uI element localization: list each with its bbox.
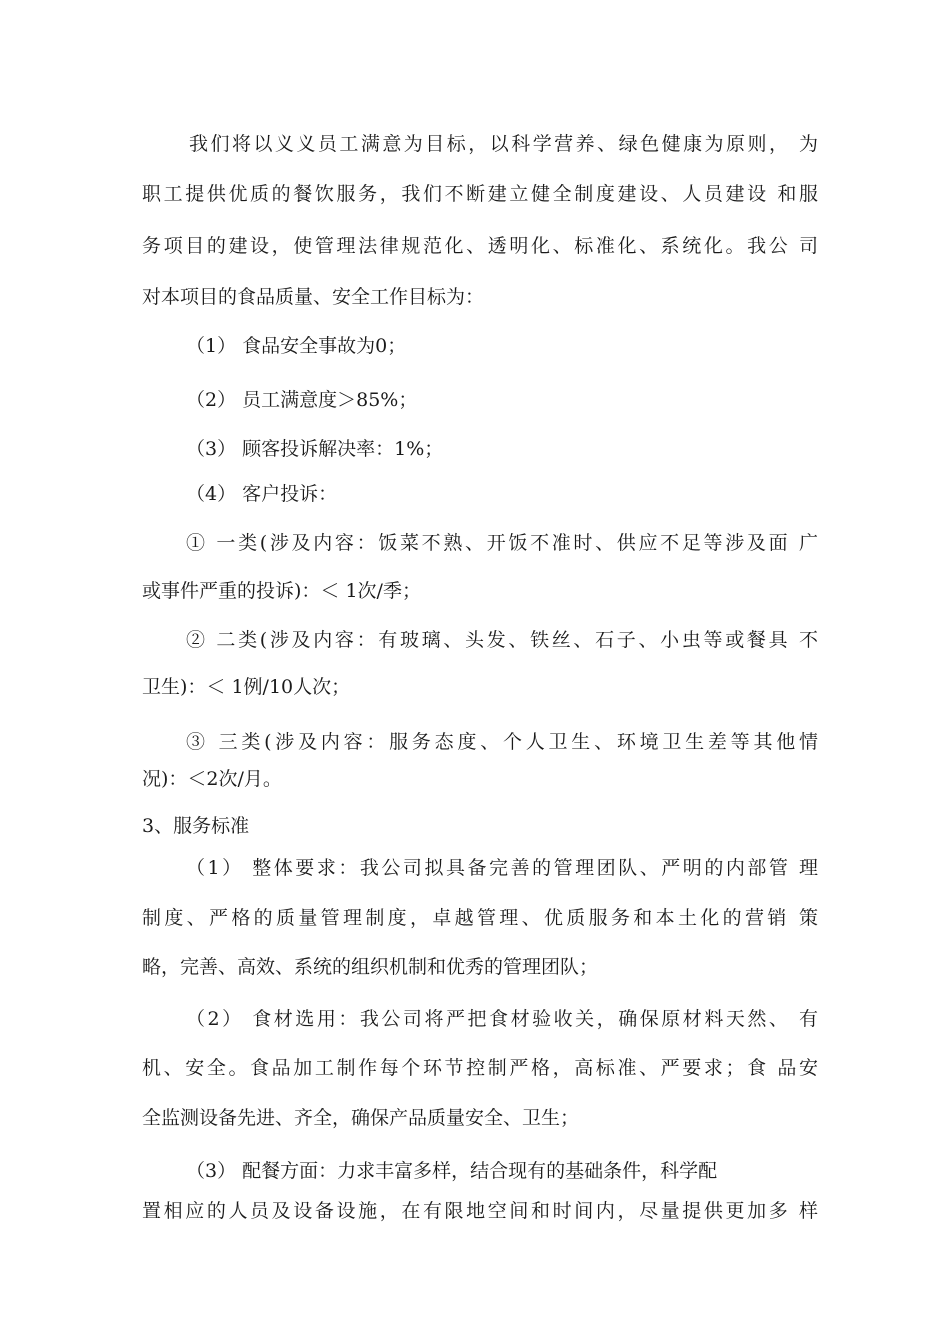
complaint-class-1-line-1: ① 一类(涉及内容：饭菜不熟、开饭不准时、供应不足等涉及面 广 <box>186 532 818 554</box>
intro-line-2: 职工提供优质的餐饮服务，我们不断建立健全制度建设、人员建设 和服 <box>142 183 818 205</box>
standard-3-line-1: （3） 配餐方面：力求丰富多样，结合现有的基础条件，科学配 <box>186 1160 718 1182</box>
standard-2-line-3: 全监测设备先进、齐全，确保产品质量安全、卫生； <box>142 1107 580 1129</box>
section-heading: 3、服务标准 <box>142 815 250 837</box>
complaint-class-2-line-1: ② 二类(涉及内容：有玻璃、头发、铁丝、石子、小虫等或餐具 不 <box>186 629 818 651</box>
intro-line-1: 我们将以义义员工满意为目标，以科学营养、绿色健康为原则， 为 <box>189 133 818 155</box>
standard-1-line-3: 略，完善、高效、系统的组织机制和优秀的管理团队； <box>142 956 599 978</box>
standard-3-line-2: 置相应的人员及设备设施，在有限地空间和时间内，尽量提供更加多 样 <box>142 1200 818 1222</box>
complaint-class-3-line-1: ③ 三类(涉及内容：服务态度、个人卫生、环境卫生差等其他情 <box>186 731 818 753</box>
complaint-class-2-line-2: 卫生)：＜ 1例/10人次； <box>142 676 351 698</box>
goal-item-3: （3） 顾客投诉解决率：1%； <box>186 438 444 460</box>
goal-item-1: （1） 食品安全事故为0； <box>186 335 407 357</box>
intro-line-3: 务项目的建设，使管理法律规范化、透明化、标准化、系统化。我公 司 <box>142 235 818 257</box>
goal-item-4: （4） 客户投诉： <box>186 483 338 505</box>
standard-1-line-2: 制度、严格的质量管理制度，卓越管理、优质服务和本土化的营销 策 <box>142 907 818 929</box>
standard-2-line-2: 机、安全。食品加工制作每个环节控制严格，高标准、严要求；食 品安 <box>142 1057 818 1079</box>
goal-item-2: （2） 员工满意度＞85%； <box>186 389 418 411</box>
complaint-class-3-line-2: 况)：＜2次/月。 <box>142 768 282 790</box>
standard-1-line-1: （1） 整体要求：我公司拟具备完善的管理团队、严明的内部管 理 <box>186 857 818 879</box>
standard-2-line-1: （2） 食材选用：我公司将严把食材验收关，确保原材料天然、 有 <box>186 1008 818 1030</box>
intro-line-4: 对本项目的食品质量、安全工作目标为： <box>142 286 485 308</box>
complaint-class-1-line-2: 或事件严重的投诉)：＜ 1次/季； <box>142 580 421 602</box>
